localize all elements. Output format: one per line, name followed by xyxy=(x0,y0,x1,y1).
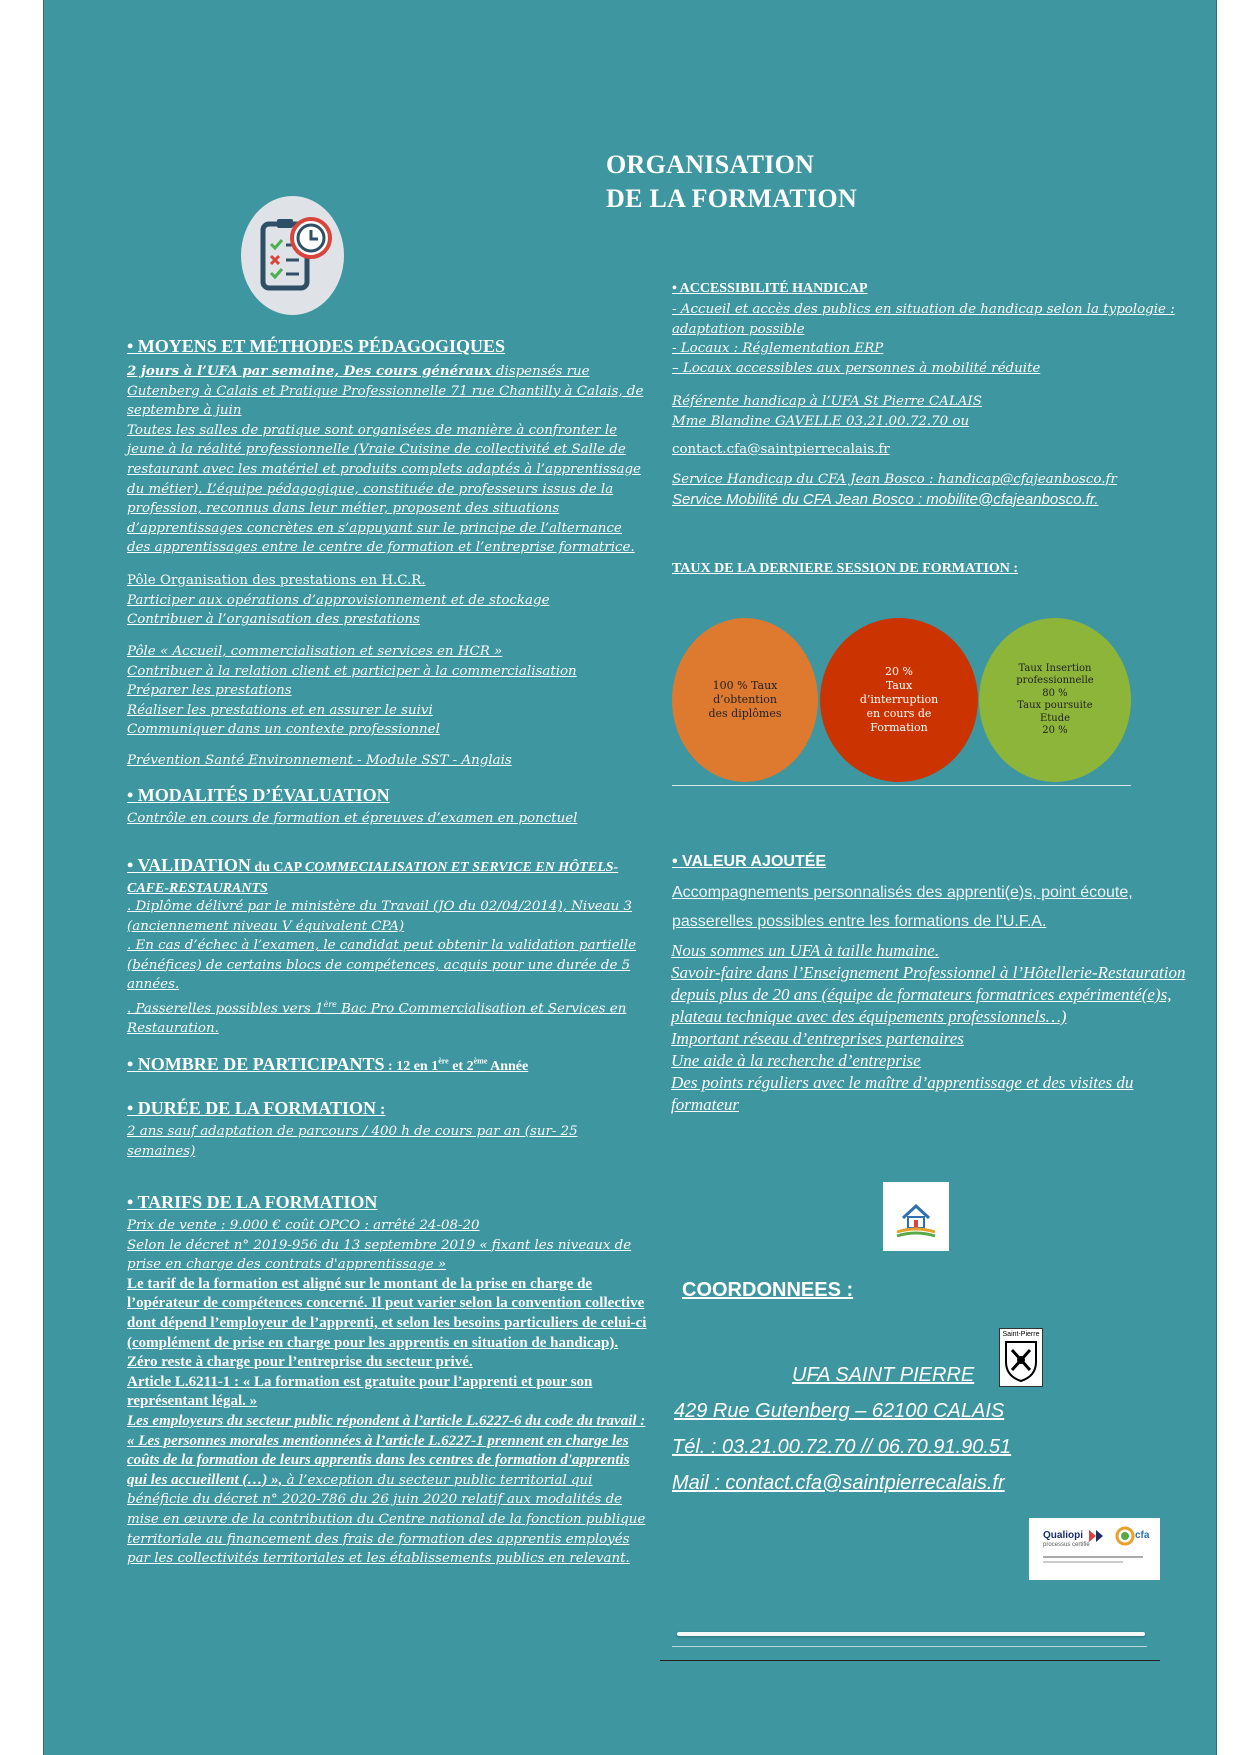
validation-heading-a: • VALIDATION xyxy=(127,855,251,875)
pole-2-item: Préparer les prestations xyxy=(127,683,292,699)
moyens-lead: 2 jours à l’UFA par semaine, Des cours généraux xyxy=(127,363,492,379)
service-mobilite: Service Mobilité du CFA Jean Bosco : mobilite@cfajeanbosco.fr. xyxy=(672,490,1099,508)
validation-heading-b: du CAP xyxy=(250,860,305,875)
valeur-item: Des points réguliers avec le maître d’apprentissage et des visites du formateur xyxy=(671,1073,1134,1114)
service-handicap-email[interactable]: handicap@cfajeanbosco.fr xyxy=(937,472,1117,487)
pole-2-title: Pôle « Accueil, commercialisation et services en HCR » xyxy=(127,644,503,659)
title-line-1: ORGANISATION xyxy=(606,150,815,179)
c2-line: 20 % xyxy=(885,665,913,678)
validation-item: . Diplôme délivré par le ministère du Travail (JO du 02/04/2014), Niveau 3 (anciennement niveau V équivalent CPA) xyxy=(127,899,633,934)
page-title xyxy=(606,148,857,216)
handicap-item: - Locaux : Réglementation ERP xyxy=(672,341,884,357)
tarifs-line: Selon le décret n° 2019-956 du 13 septembre 2019 « fixant les niveaux de prise en charge des contrats d'apprentissage » xyxy=(127,1237,632,1273)
qualiopi-text: Qualiopi xyxy=(1043,1530,1083,1541)
divider xyxy=(672,1646,1147,1647)
duree-colon: : xyxy=(376,1101,386,1118)
pole-1-title: Pôle Organisation des prestations en H.C.R. xyxy=(127,573,426,588)
c1-line: des diplômes xyxy=(708,707,782,720)
address: 429 Rue Gutenberg – 62100 CALAIS xyxy=(674,1400,1005,1422)
handicap-referent xyxy=(672,392,1182,431)
telephone[interactable]: Tél. : 03.21.00.72.70 // 06.70.91.90.51 xyxy=(672,1436,1012,1458)
evaluation-text: Contrôle en cours de formation et épreuves d’examen en ponctuel xyxy=(127,811,578,826)
pole-2-item: Réaliser les prestations et en assurer le suivi xyxy=(127,702,433,718)
tarifs-line: Prix de vente : 9.000 € coût OPCO : arrêté 24-08-20 xyxy=(127,1218,480,1233)
c2-line: d’interruption xyxy=(859,693,939,706)
title-line-2: DE LA FORMATION xyxy=(606,184,858,213)
pole-1-item: Participer aux opérations d’approvisionnement et de stockage xyxy=(127,592,550,608)
handicap-item: - Accueil et accès des publics en situation de handicap selon la typologie : adaptation possible xyxy=(672,302,1175,337)
pole-1-item: Contribuer à l’organisation des prestations xyxy=(127,612,420,628)
valeur-item: Savoir-faire dans l’Enseignement Professionnel à l’Hôtellerie-Restauration depuis plus de 20 ans (équipe de formateurs formatrices expérimenté(e)s, plateau technique avec des équipements professionnels…) xyxy=(671,963,1186,1026)
moyens-heading: • MOYENS ET MÉTHODES PÉDAGOGIQUES xyxy=(127,336,506,356)
handicap-services xyxy=(672,470,1192,509)
mail-link[interactable]: Mail : contact.cfa@saintpierrecalais.fr xyxy=(672,1472,1005,1494)
taux-heading: TAUX DE LA DERNIERE SESSION DE FORMATION : xyxy=(672,561,1019,576)
c1-line: d’obtention xyxy=(713,693,777,706)
sup-ere: ère xyxy=(323,999,337,1009)
duree-heading-text: • DURÉE DE LA FORMATION xyxy=(127,1098,376,1118)
taux-circle-diplome xyxy=(672,618,818,782)
qualiopi-sub: processus certifié xyxy=(1043,1542,1090,1548)
valeur-item: Nous sommes un UFA à taille humaine. xyxy=(671,941,940,960)
valeur-item: Important réseau d’entreprises partenaires xyxy=(671,1029,964,1048)
pole-2-item: Communiquer dans un contexte professionnel xyxy=(127,722,440,738)
c3-line: professionnelle xyxy=(1016,675,1094,686)
c2-line: Formation xyxy=(870,721,928,734)
divider xyxy=(672,785,1131,786)
moyens-text-1: dispensés rue Gutenberg à Calais et Pratique Professionnelle 71 rue Chantilly à Calais, de septembre à juin xyxy=(127,364,644,419)
handicap-email-link[interactable]: contact.cfa@saintpierrecalais.fr xyxy=(672,442,890,457)
valeur-heading: • VALEUR AJOUTÉE xyxy=(672,853,827,870)
divider xyxy=(660,1660,1160,1661)
validation-item-3a: . Passerelles possibles vers 1 xyxy=(127,1001,324,1017)
c3-line: 80 % xyxy=(1042,687,1068,699)
validation-item-3b: Bac Pro Commercialisation et Services en Restauration. xyxy=(127,1001,627,1037)
tarifs-bold: Le tarif de la formation est aligné sur le montant de la prise en charge de l’opérateur de compétences concerné. Il peut varier selon la convention collective dont dépend l’employeur de l’apprenti, et selon les besoins particuliers de celui-ci (complément de prise en charge pour les apprentis en situation de handicap). xyxy=(127,1275,647,1351)
handicap-heading: • ACCESSIBILITÉ HANDICAP xyxy=(672,281,868,296)
handicap-list xyxy=(672,300,1182,378)
c1-line: 100 % Taux xyxy=(712,679,778,692)
tarifs-bold: Zéro reste à charge pour l’entreprise du secteur privé. xyxy=(127,1354,473,1371)
pole-2-item: Contribuer à la relation client et participer à la commercialisation xyxy=(127,663,577,679)
tarifs-bold-italic: Les employeurs du secteur public répondent à l’article L.6227-6 du code du travail : « Les personnes morales mentionnées à l’article L.6227-1 prennent en charge les coûts de la formation de leurs apprentis dans les centres de formation d'apprentis qui les accueillent (…) », xyxy=(127,1412,646,1488)
sup-2: ème xyxy=(473,1056,488,1066)
checklist-clock-icon xyxy=(241,196,344,315)
house-logo-icon xyxy=(883,1182,949,1251)
qualiopi-line xyxy=(1043,1561,1123,1563)
pole-2 xyxy=(127,642,647,740)
c3-line: Taux Insertion xyxy=(1018,662,1092,674)
validation-heading-c: COMMECIALISATION ET SERVICE EN HÔTELS-CAFE-RESTAURANTS xyxy=(127,860,619,896)
c2-line: Taux xyxy=(885,679,913,692)
crest-label: Saint-Pierre xyxy=(1002,1331,1040,1338)
moyens-extra: Prévention Santé Environnement - Module SST - Anglais xyxy=(127,753,512,768)
coordonnees-heading: COORDONNEES : xyxy=(682,1279,854,1301)
sup-1: ère xyxy=(438,1056,449,1066)
handicap-item: – Locaux accessibles aux personnes à mobilité réduite xyxy=(672,360,1041,376)
participants-b: et 2 xyxy=(448,1059,474,1074)
qualiopi-logo xyxy=(1029,1518,1160,1580)
duree-heading xyxy=(127,1098,385,1119)
validation-item xyxy=(127,995,647,1039)
saint-pierre-crest-icon xyxy=(999,1328,1043,1387)
c2-line: en cours de xyxy=(866,707,932,720)
c3-line: Taux poursuite xyxy=(1017,700,1093,711)
participants-heading xyxy=(127,1054,528,1075)
cfa-logo-text: cfa xyxy=(1135,1530,1150,1541)
validation-list xyxy=(127,897,647,1039)
evaluation-heading: • MODALITÉS D’ÉVALUATION xyxy=(127,785,390,805)
participants-heading-text: • NOMBRE DE PARTICIPANTS xyxy=(127,1054,385,1074)
moyens-text xyxy=(127,362,647,558)
valeur-intro: Accompagnements personnalisés des apprenti(e)s, point écoute, passerelles possibles entre les formations de l’U.F.A. xyxy=(672,884,1133,930)
validation-heading xyxy=(127,855,647,899)
duree-text: 2 ans sauf adaptation de parcours / 400 h de cours par an (sur- 25 semaines) xyxy=(127,1124,578,1159)
moyens-text-2: Toutes les salles de pratique sont organisées de manière à confronter le jeune à la réalité professionnelle (Vraie Cuisine de collectivité et Salle de restaurant avec les matériel et produits complets adaptés à l’apprentissage du métier). L’équipe pédagogique, constituée de professeurs issus de la profession, reconnus dans leur métier, proposent des situations d’apprentissages concrètes en s’appuyant sur le principe de l’alternance des apprentissages entre le centre de formation et l’entreprise formatrice. xyxy=(127,422,641,556)
service-handicap-label: Service Handicap du CFA Jean Bosco : xyxy=(672,472,938,487)
participants-a: : 12 en 1 xyxy=(384,1059,439,1074)
pole-1 xyxy=(127,571,647,630)
qualiopi-line xyxy=(1043,1556,1143,1558)
c3-line: 20 % xyxy=(1042,725,1068,736)
tarifs-bold: Article L.6211-1 : « La formation est gratuite pour l’apprenti et pour son représentant légal. » xyxy=(127,1373,593,1410)
tarifs-text xyxy=(127,1216,647,1569)
participants-c: Année xyxy=(487,1059,529,1074)
valeur-item: Une aide à la recherche d’entreprise xyxy=(671,1051,921,1070)
bottom-divider xyxy=(677,1632,1145,1636)
valeur-list xyxy=(671,940,1186,1116)
handicap-ref-1: Référente handicap à l’UFA St Pierre CALAIS xyxy=(672,394,982,409)
taux-circle-interruption xyxy=(820,618,978,782)
handicap-ref-2: Mme Blandine GAVELLE 03.21.00.72.70 ou xyxy=(672,413,970,429)
tarifs-line: à l’exception du secteur public territorial qui bénéficie du décret n° 2020-786 du 26 juin 2020 relatif aux modalités de mise en œuvre de la contribution du Centre national de la fonction publique territoriale au financement des frais de formation des apprentis employés par les collectivités territoriales et les établissements publics en relevant. xyxy=(127,1472,646,1567)
taux-circle-insertion xyxy=(979,618,1131,782)
ufa-name: UFA SAINT PIERRE xyxy=(792,1364,975,1386)
validation-item: . En cas d’échec à l’examen, le candidat peut obtenir la validation partielle (bénéfices) de certains blocs de compétences, acquis pour une durée de 5 années. xyxy=(127,938,637,993)
tarifs-heading: • TARIFS DE LA FORMATION xyxy=(127,1192,378,1212)
c3-line: Etude xyxy=(1039,712,1071,724)
